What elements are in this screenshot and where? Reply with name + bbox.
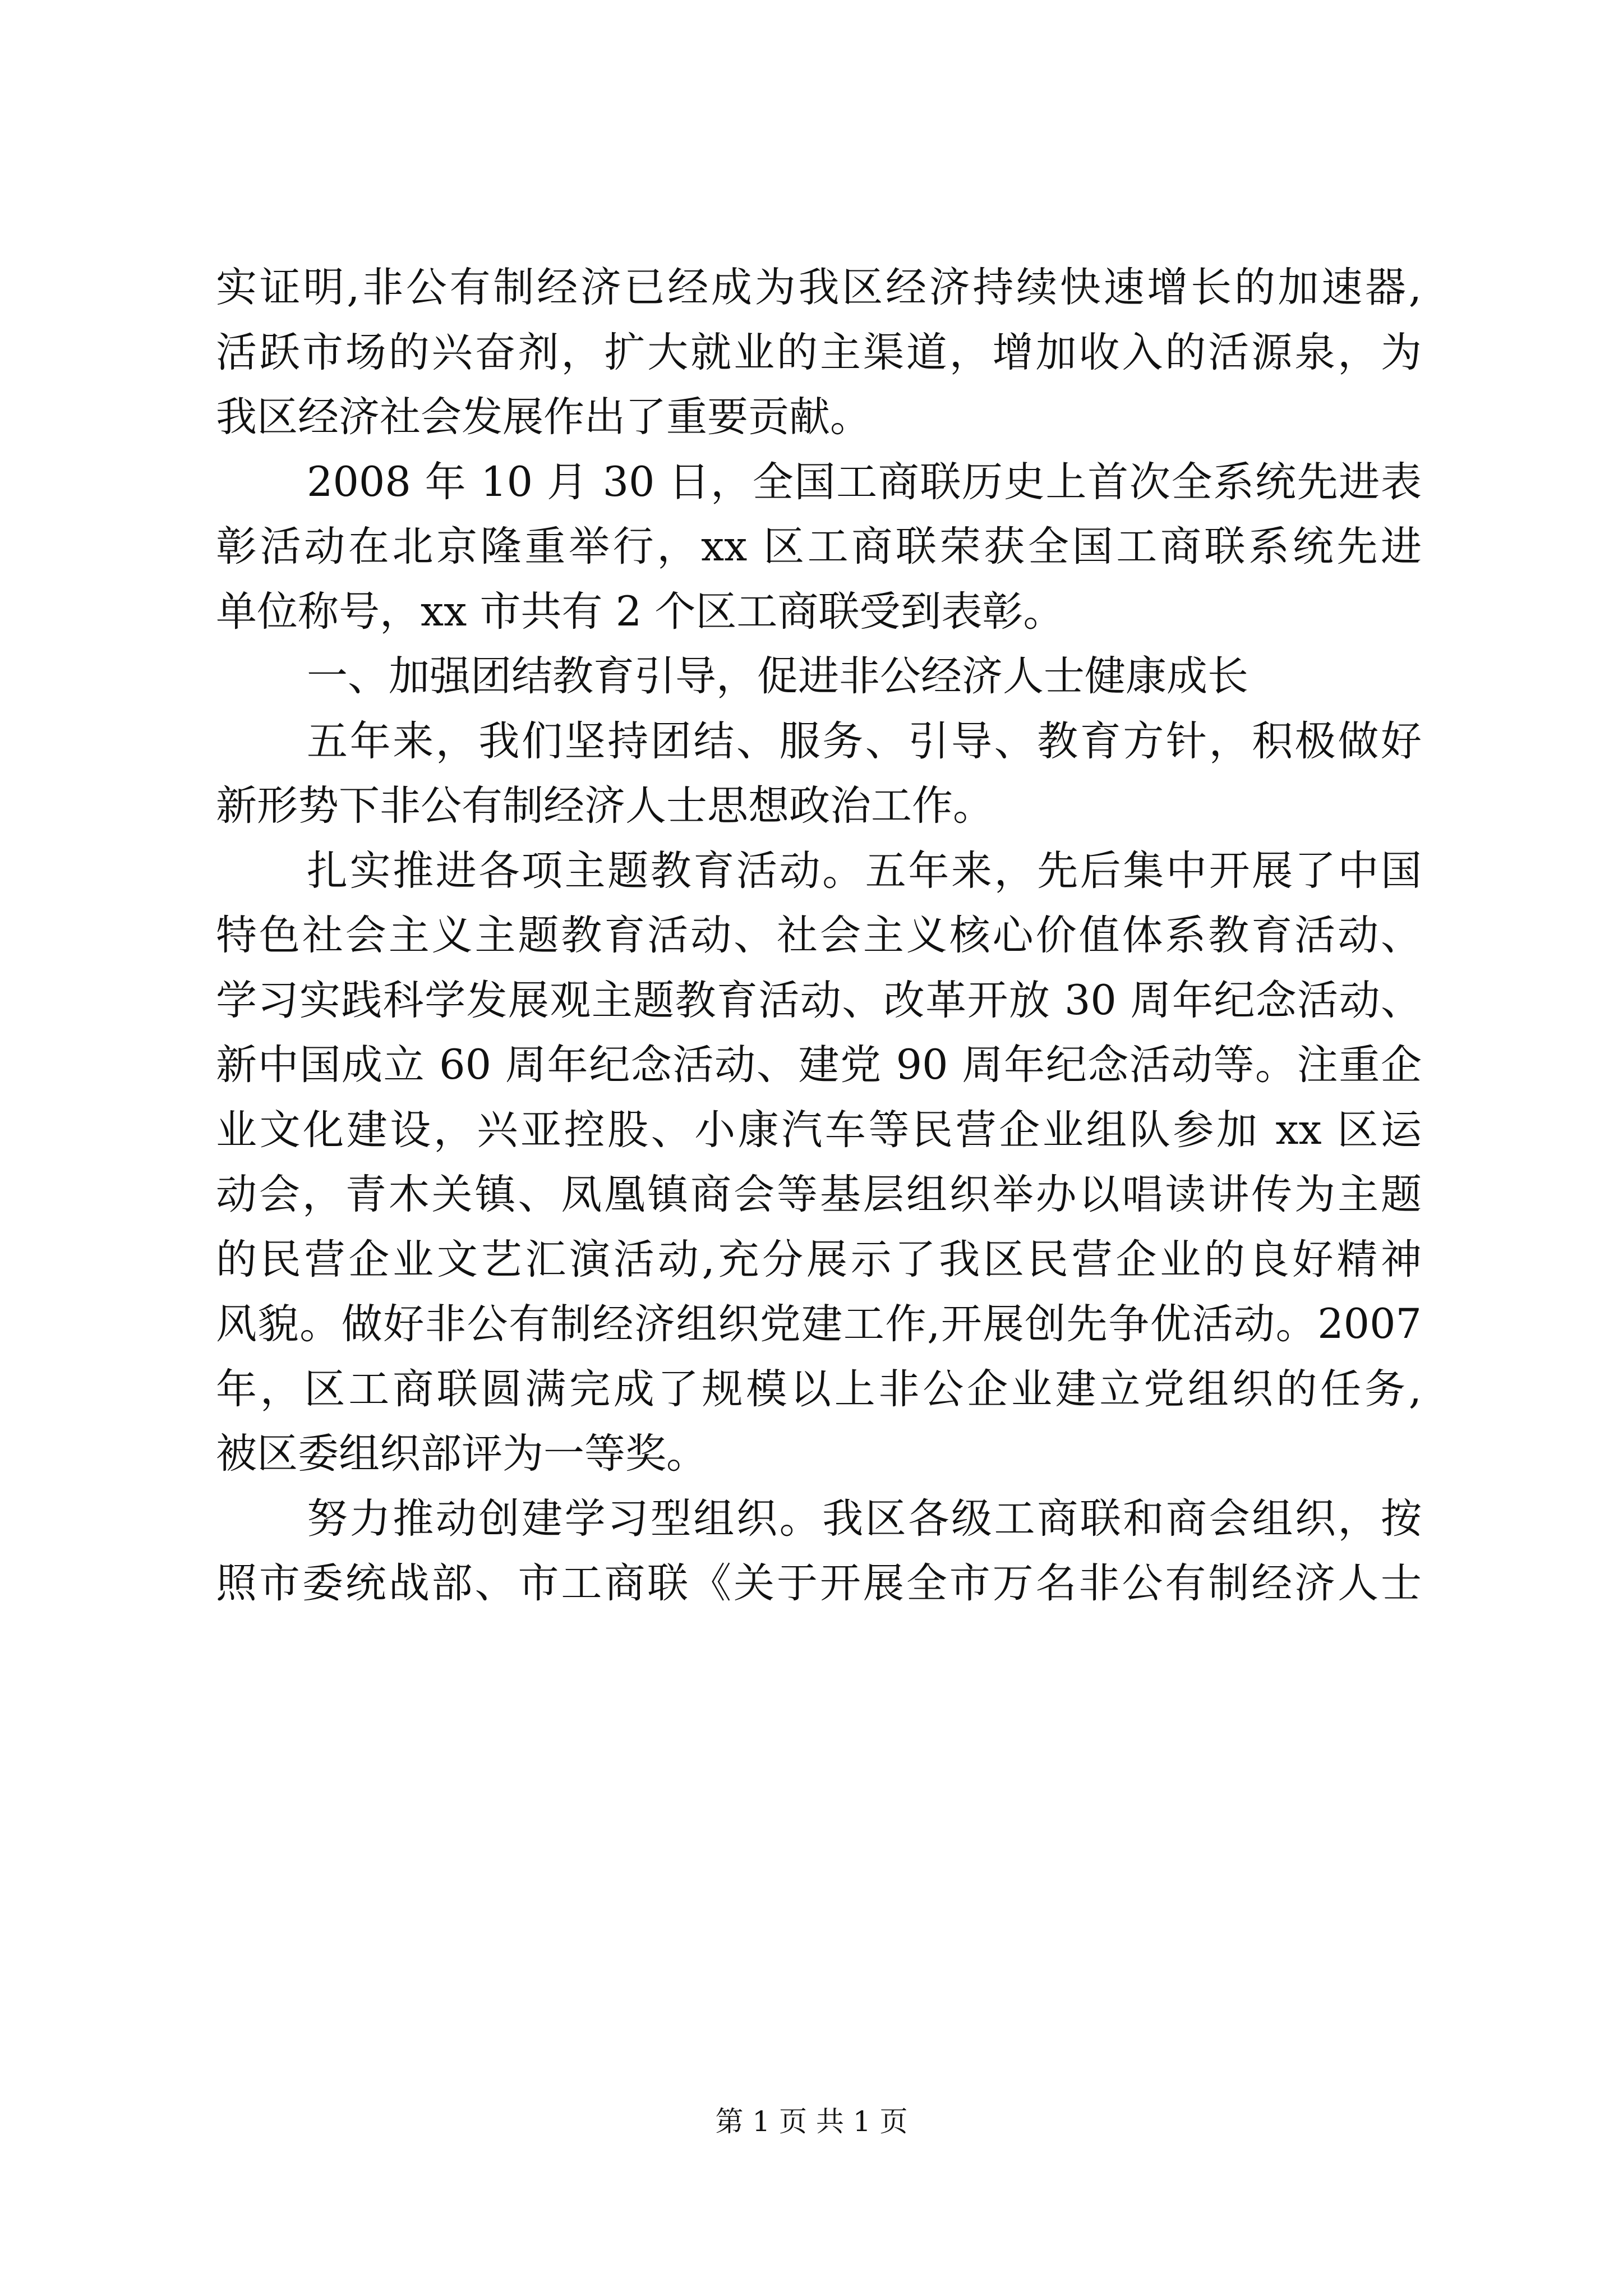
text-line: 彰活动在北京隆重举行，xx 区工商联荣获全国工商联系统先进 xyxy=(216,523,1422,570)
text-line: 单位称号，xx 市共有 2 个区工商联受到表彰。 xyxy=(216,587,1064,636)
paragraph-first-line: 2008 年 10 月 30 日，全国工商联历史上首次全系统先进表 xyxy=(307,458,1422,506)
paragraph-first-line: 努力推动创建学习型组织。我区各级工商联和商会组织，按 xyxy=(307,1494,1422,1543)
text-line: 年，区工商联圆满完成了规模以上非公企业建立党组织的任务, xyxy=(216,1365,1422,1413)
paragraph-first-line: 五年来，我们坚持团结、服务、引导、教育方针，积极做好 xyxy=(307,717,1422,765)
text-line: 特色社会主义主题教育活动、社会主义核心价值体系教育活动、 xyxy=(216,912,1422,959)
text-line: 我区经济社会发展作出了重要贡献。 xyxy=(216,393,871,441)
document-body xyxy=(216,255,1422,1616)
text-line: 新中国成立 60 周年纪念活动、建党 90 周年纪念活动等。注重企 xyxy=(216,1041,1422,1089)
text-line: 业文化建设，兴亚控股、小康汽车等民营企业组队参加 xx 区运 xyxy=(216,1106,1422,1154)
text-line: 照市委统战部、市工商联《关于开展全市万名非公有制经济人士 xyxy=(216,1559,1422,1607)
text-line: 被区委组织部评为一等奖。 xyxy=(216,1430,707,1478)
section-heading: 一、加强团结教育引导，促进非公经济人士健康成长 xyxy=(307,652,1248,700)
text-line: 活跃市场的兴奋剂，扩大就业的主渠道，增加收入的活源泉，为 xyxy=(216,328,1422,376)
text-line: 的民营企业文艺汇演活动,充分展示了我区民营企业的良好精神 xyxy=(216,1235,1422,1283)
page-footer: 第 1 页 共 1 页 xyxy=(715,2105,908,2138)
text-line: 实证明,非公有制经济已经成为我区经济持续快速增长的加速器, xyxy=(216,264,1422,311)
paragraph-first-line: 扎实推进各项主题教育活动。五年来，先后集中开展了中国 xyxy=(307,846,1422,895)
text-line: 动会，青木关镇、凤凰镇商会等基层组织举办以唱读讲传为主题 xyxy=(216,1171,1422,1218)
text-line: 风貌。做好非公有制经济组织党建工作,开展创先争优活动。2007 xyxy=(216,1300,1422,1348)
text-line: 学习实践科学发展观主题教育活动、改革开放 30 周年纪念活动、 xyxy=(216,976,1422,1024)
text-line: 新形势下非公有制经济人士思想政治工作。 xyxy=(216,782,994,830)
